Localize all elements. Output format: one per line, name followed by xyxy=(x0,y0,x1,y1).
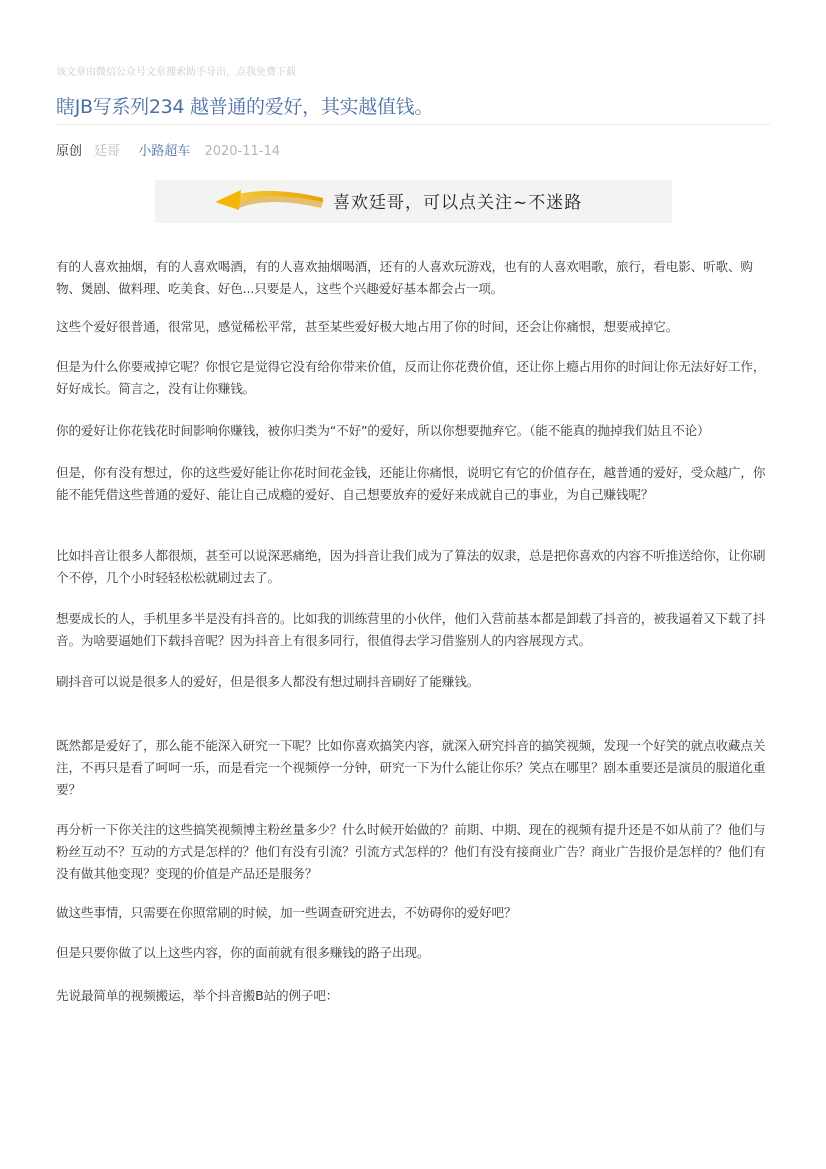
article-meta xyxy=(56,140,288,159)
paragraph: 既然都是爱好了，那么能不能深入研究一下呢？比如你喜欢搞笑内容，就深入研究抖音的搞笑视频，发现一个好笑的就点收藏点关注，不再只是看了呵呵一乐，而是看完一个视频停一分钟，研究一下为什么能让你乐？笑点在哪里？剧本重要还是演员的服道化重要？ xyxy=(56,738,766,797)
follow-banner-image xyxy=(155,180,672,223)
paragraph: 有的人喜欢抽烟，有的人喜欢喝酒，有的人喜欢抽烟喝酒，还有的人喜欢玩游戏，也有的人喜欢唱歌，旅行，看电影、听歌、购物、煲剧、做料理、吃美食、好色...只要是人，这些个兴趣爱好基本都会占一项。 xyxy=(56,259,753,296)
banner-caption: 喜欢廷哥，可以点关注~不迷路 xyxy=(333,193,583,213)
paragraph: 再分析一下你关注的这些搞笑视频博主粉丝量多少？什么时候开始做的？前期、中期、现在的视频有提升还是不如从前了？他们与粉丝互动不？互动的方式是怎样的？他们有没有引流？引流方式怎样的？他们有没有接商业广告？商业广告报价是怎样的？他们有没有做其他变现？变现的价值是产品还是服务？ xyxy=(56,822,766,881)
export-notice-link[interactable]: 该文章由微信公众号文章搜索助手导出，点我免费下载 xyxy=(56,67,296,78)
paragraph: 你的爱好让你花钱花时间影响你赚钱，被你归类为“不好”的爱好，所以你想要抛弃它。（能不能真的抛掉我们姑且不论） xyxy=(56,423,710,438)
paragraph: 这些个爱好很普通，很常见，感觉稀松平常，甚至某些爱好极大地占用了你的时间，还会让你痛恨，想要戒掉它。 xyxy=(56,319,679,334)
paragraph: 刷抖音可以说是很多人的爱好，但是很多人都没有想过刷抖音刷好了能赚钱。 xyxy=(56,674,480,689)
paragraph: 但是，你有没有想过，你的这些爱好能让你花时间花金钱，还能让你痛恨，说明它有它的价值存在，越普通的爱好，受众越广，你能不能凭借这些普通的爱好、能让自己成瘾的爱好、自己想要放弃的爱好来成就自己的事业，为自己赚钱呢？ xyxy=(56,465,766,502)
account-link[interactable]: 小路超车 xyxy=(138,144,191,159)
publish-date: 2020-11-14 xyxy=(204,144,281,159)
paragraph: 做这些事情，只需要在你照常刷的时候，加一些调查研究进去，不妨碍你的爱好吧？ xyxy=(56,905,517,920)
paragraph: 先说最简单的视频搬运，举个抖音搬B站的例子吧： xyxy=(56,988,339,1003)
article-title: 瞎JB写系列234 越普通的爱好，其实越值钱。 xyxy=(56,96,434,118)
title-divider xyxy=(56,124,770,125)
original-badge: 原创 xyxy=(56,144,83,159)
author-name: 廷哥 xyxy=(94,144,121,159)
paragraph: 但是只要你做了以上这些内容，你的面前就有很多赚钱的路子出现。 xyxy=(56,945,430,960)
paragraph: 但是为什么你要戒掉它呢？你恨它是觉得它没有给你带来价值，反而让你花费价值，还让你上瘾占用你的时间让你无法好好工作，好好成长。简言之，没有让你赚钱。 xyxy=(56,359,766,396)
paragraph: 比如抖音让很多人都很烦，甚至可以说深恶痛绝，因为抖音让我们成为了算法的奴隶，总是把你喜欢的内容不听推送给你，让你刷个不停，几个小时轻轻松松就刷过去了。 xyxy=(56,548,766,585)
paragraph: 想要成长的人，手机里多半是没有抖音的。比如我的训练营里的小伙伴，他们入营前基本都是卸载了抖音的，被我逼着又下载了抖音。为啥要逼她们下载抖音呢？因为抖音上有很多同行，很值得去学习借鉴别人的内容展现方式。 xyxy=(56,611,766,648)
